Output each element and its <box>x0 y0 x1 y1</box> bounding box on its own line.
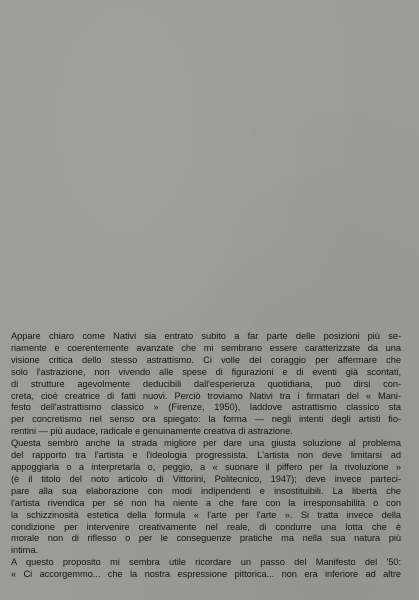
text-line: riamente e coerentemente avanzate che mi sembrano essere caratterizzate da una <box>11 342 401 353</box>
text-line: rentini — più audace, radicale e genuinamente creativa di astrazione. <box>11 426 293 437</box>
text-line: Questa sembrò anche la strada migliore per dare una giusta soluzione al problema <box>11 438 401 449</box>
paragraph-2 <box>11 438 401 557</box>
text-line: visione critica dello stesso astrattismo. Ci volle del coraggio per affermare che <box>11 354 401 365</box>
text-line: intima. <box>11 545 39 556</box>
body-text <box>11 331 401 581</box>
text-line: Appare chiaro come Nativi sia entrato subito a far parte delle posizioni più se- <box>11 331 401 341</box>
text-line: solo l'astrazione, non vivendo alle spese di figurazioni e di eventi già scontati, <box>11 366 401 377</box>
text-line: appoggiarla o a interpretarla o, peggio, a « suonare il piffero per la rivoluzione » <box>11 461 401 472</box>
text-line: condizione per intervenire creativamente nel reale, di condurre una lotta che è <box>11 521 401 532</box>
text-line: per concretismo nel senso ora spiegato: la forma — negli intenti degli artisti fio- <box>11 414 401 425</box>
text-line: morale non di riflesso o per le conseguenze pratiche ma nella sua natura più <box>11 533 401 544</box>
text-line: festo dell'astrattismo classico » (Firenze, 1950), laddove astrattismo classico sta <box>11 402 401 413</box>
text-line: A questo proposito mi sembra utile ricordare un passo del Manifesto del '50: <box>11 557 401 568</box>
text-line: del rapporto tra l'artista e l'ideologia progressista. L'artista non deve limitarsi ad <box>11 450 401 461</box>
text-line: l'artista rivendica per sé non ha niente a che fare con la irresponsabilità o con <box>11 497 401 508</box>
text-line: creta, cioè creatrice di fatti nuovi. Perciò troviamo Nativi tra i firmatari del « Mani- <box>11 390 401 401</box>
text-line: di strutture agevolmente deducibili dall'esperienza quotidiana, può dirsi con- <box>11 378 401 389</box>
text-line: la schizzinosità estetica della formula « l'arte per l'arte ». Si tratta invece della <box>11 509 401 520</box>
text-line: (è il titolo del noto articolo di Vittorini, Politecnico, 1947); deve invece parteci- <box>11 473 401 484</box>
paragraph-3 <box>11 557 401 581</box>
text-line: « Ci accorgemmo... che la nostra espressione pittorica... non era inferiore ad altre <box>11 569 401 580</box>
paragraph-1 <box>11 331 401 438</box>
text-line: pare alla sua elaborazione con modi indipendenti e insostituibili. La libertà che <box>11 485 401 496</box>
